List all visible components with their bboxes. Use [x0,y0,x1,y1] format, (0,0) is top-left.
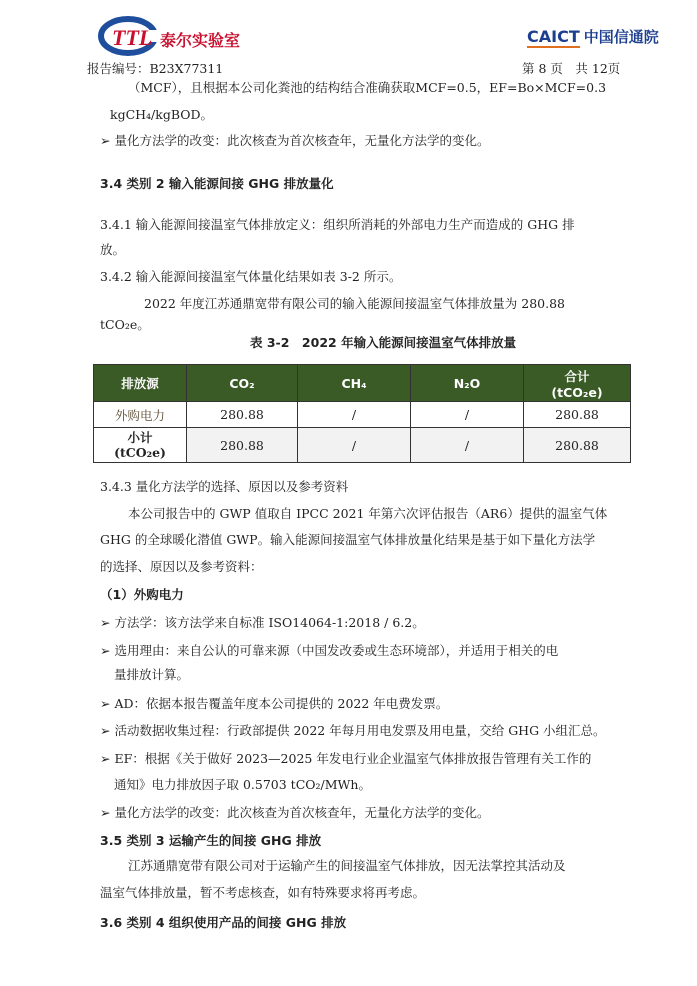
bullet-icon: ➢ [100,805,111,820]
bullet-item: ➢ 量化方法学的改变：此次核查为首次核查年，无量化方法学的变化。 [100,133,490,148]
text-line: 2022 年度江苏通鼎宽带有限公司的输入能源间接温室气体排放量为 280.88 [144,296,565,311]
text-line: （MCF），且根据本公司化粪池的结构结合准确获取MCF=0.5，EF=Bo×MCF=0.3 [128,80,607,95]
ttl-logo-cn: 泰尔实验室 [160,31,241,50]
text-line: 量排放计算。 [114,667,190,682]
page-number: 第 8 页 共 12页 [522,61,621,76]
bullet-icon: ➢ [100,133,111,148]
bullet-item: ➢ 活动数据收集过程：行政部提供 2022 年每月用电发票及用电量，交给 GHG 小组汇总。 [100,723,606,738]
text-line: GHG 的全球暖化潜值 GWP。输入能源间接温室气体排放量化结果是基于如下量化方法学 [100,532,596,547]
text-line: 放。 [100,242,126,257]
bullet-item: ➢ AD：依据本报告覆盖年度本公司提供的 2022 年电费发票。 [100,696,449,711]
text-line: 温室气体排放量，暂不考虑核查，如有特殊要求将再考虑。 [100,885,426,900]
bullet-icon: ➢ [100,696,111,711]
ttl-logo-text: TTL [112,25,153,50]
bullet-item: ➢ EF：根据《关于做好 2023—2025 年发电行业企业温室气体排放报告管理有关工作的 [100,751,592,766]
table-row: 外购电力 280.88 / / 280.88 [94,402,631,428]
text-line: 3.4.1 输入能源间接温室气体排放定义：组织所消耗的外部电力生产而造成的 GHG 排 [100,217,575,232]
text-line: 江苏通鼎宽带有限公司对于运输产生的间接温室气体排放，因无法掌控其活动及 [128,858,566,873]
text-line: 3.4.2 输入能源间接温室气体量化结果如表 3-2 所示。 [100,269,402,284]
bullet-item: ➢ 选用理由：来自公认的可靠来源（中国发改委或生态环境部），并适用于相关的电 [100,643,559,658]
bullet-icon: ➢ [100,643,111,658]
bullet-item: ➢ 方法学：该方法学来自标准 ISO14064-1:2018 / 6.2。 [100,615,425,630]
emissions-table [93,364,631,463]
text-line: 的选择、原因以及参考资料： [100,559,263,574]
text-line: 通知》电力排放因子取 0.5703 tCO₂/MWh。 [114,777,371,792]
text-line: kgCH₄/kgBOD。 [110,107,214,122]
caict-logo: CAICT 中国信通院 [527,27,659,46]
bullet-icon: ➢ [100,615,111,630]
ttl-logo [98,16,258,56]
section-heading: 3.5 类别 3 运输产生的间接 GHG 排放 [100,833,322,848]
table-row-subtotal: 小计 (tCO₂e) 280.88 / / 280.88 [94,428,631,463]
text-line: 3.4.3 量化方法学的选择、原因以及参考资料 [100,479,349,494]
section-heading: 3.6 类别 4 组织使用产品的间接 GHG 排放 [100,915,347,930]
section-heading: 3.4 类别 2 输入能源间接 GHG 排放量化 [100,176,334,191]
text-line: 本公司报告中的 GWP 值取自 IPCC 2021 年第六次评估报告（AR6）提供的温室气体 [128,506,608,521]
bullet-icon: ➢ [100,751,111,766]
table-header-row: 排放源 CO₂ CH₄ N₂O 合计 (tCO₂e) [94,365,631,402]
bullet-icon: ➢ [100,723,111,738]
table-title: 表 3-2 2022 年输入能源间接温室气体排放量 [250,335,517,350]
report-number: 报告编号：B23X77311 [87,61,224,76]
text-line: tCO₂e。 [100,317,150,332]
subheading: （1）外购电力 [100,587,184,602]
bullet-item: ➢ 量化方法学的改变：此次核查为首次核查年，无量化方法学的变化。 [100,805,490,820]
